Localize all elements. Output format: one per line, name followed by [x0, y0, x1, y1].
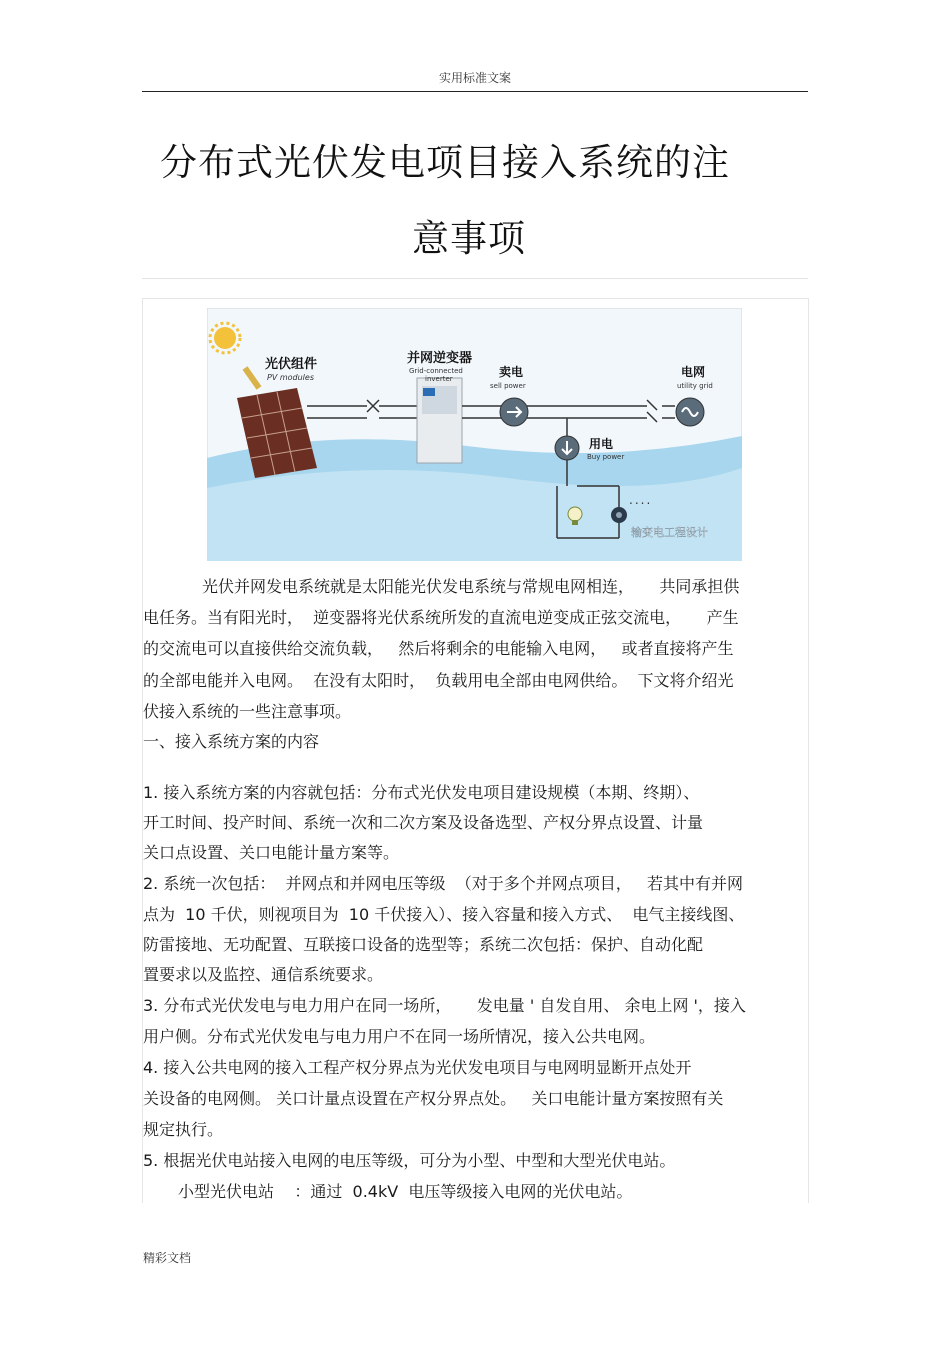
body-text-line: 4. 接入公共电网的接入工程产权分界点为光伏发电项目与电网明显断开点处开 — [143, 1058, 692, 1077]
body-text-line: 开工时间、投产时间、系统一次和二次方案及设备选型、产权分界点设置、计量 — [143, 813, 704, 832]
body-text-line: 小型光伏电站 ：通过 0.4kV 电压等级接入电网的光伏电站。 — [178, 1182, 633, 1201]
body-text-line: 规定执行。 — [143, 1120, 224, 1139]
page-footer: 精彩文档 — [143, 1251, 192, 1265]
sell-label-cn: 卖电 — [499, 365, 524, 379]
body-text-line: 用户侧。分布式光伏发电与电力用户不在同一场所情况，接入公共电网。 — [143, 1027, 656, 1046]
buy-label-en: Buy power — [587, 453, 625, 461]
inverter-label-en-1: Grid-connected — [409, 367, 463, 375]
body-text-line: 一、接入系统方案的内容 — [143, 732, 320, 751]
page-header: 实用标准文案 — [438, 71, 511, 85]
title-line-1: 分布式光伏发电项目接入系统的注 — [160, 141, 730, 184]
body-text-line: 3. 分布式光伏发电与电力用户在同一场所， 发电量 ' 自发自用、 余电上网 '，接入 — [143, 996, 746, 1015]
body-text-line: 1. 接入系统方案的内容就包括：分布式光伏发电项目建设规模（本期、终期）、 — [143, 783, 700, 802]
svg-text:....: .... — [629, 493, 653, 507]
body-text-line: 关设备的电网侧。 关口计量点设置在产权分界点处。 关口电能计量方案按照有关 — [143, 1089, 724, 1108]
body-text-line: 点为 10 千伏，则视项目为 10 千伏接入）、接入容量和接入方式、 电气主接线图、 — [143, 905, 745, 924]
grid-connection-diagram — [207, 308, 742, 561]
body-text-line: 伏接入系统的一些注意事项。 — [143, 702, 352, 721]
fan-icon — [611, 507, 627, 523]
diagram-watermark: 输变电工程设计 — [631, 526, 708, 539]
title-line-2: 意事项 — [412, 217, 526, 260]
grid-source-icon — [676, 398, 704, 426]
title-rule — [142, 278, 808, 279]
inverter-label-en-2: inverter — [425, 375, 453, 383]
pv-label-en: PV modules — [267, 373, 314, 382]
sell-label-en: sell power — [490, 382, 526, 390]
sell-meter-icon — [500, 398, 528, 426]
header-rule — [142, 91, 808, 92]
body-text-line: 2. 系统一次包括： 并网点和并网电压等级 （对于多个并网点项目， 若其中有并网 — [143, 874, 743, 893]
grid-label-cn: 电网 — [681, 365, 706, 379]
body-text-line: 5. 根据光伏电站接入电网的电压等级，可分为小型、中型和大型光伏电站。 — [143, 1151, 676, 1170]
body-text-line: 关口点设置、关口电能计量方案等。 — [143, 843, 400, 862]
body-text-line: 防雷接地、无功配置、互联接口设备的选型等；系统二次包括：保护、自动化配 — [143, 935, 704, 954]
inverter-icon — [417, 378, 462, 463]
body-text-line: 的交流电可以直接供给交流负载， 然后将剩余的电能输入电网， 或者直接将产生 — [143, 639, 734, 658]
buy-label-cn: 用电 — [589, 437, 614, 451]
body-text-line: 光伏并网发电系统就是太阳能光伏发电系统与常规电网相连， 共同承担供 — [202, 577, 740, 596]
grid-label-en: utility grid — [677, 382, 713, 390]
pv-label-cn: 光伏组件 — [265, 357, 318, 372]
buy-meter-icon — [555, 436, 579, 460]
body-text-line: 电任务。当有阳光时， 逆变器将光伏系统所发的直流电逆变成正弦交流电， 产生 — [143, 608, 739, 627]
body-text-line: 的全部电能并入电网。 在没有太阳时， 负载用电全部由电网供给。 下文将介绍光 — [143, 671, 734, 690]
body-text-line: 置要求以及监控、通信系统要求。 — [143, 965, 384, 984]
inverter-label-cn: 并网逆变器 — [407, 351, 473, 366]
